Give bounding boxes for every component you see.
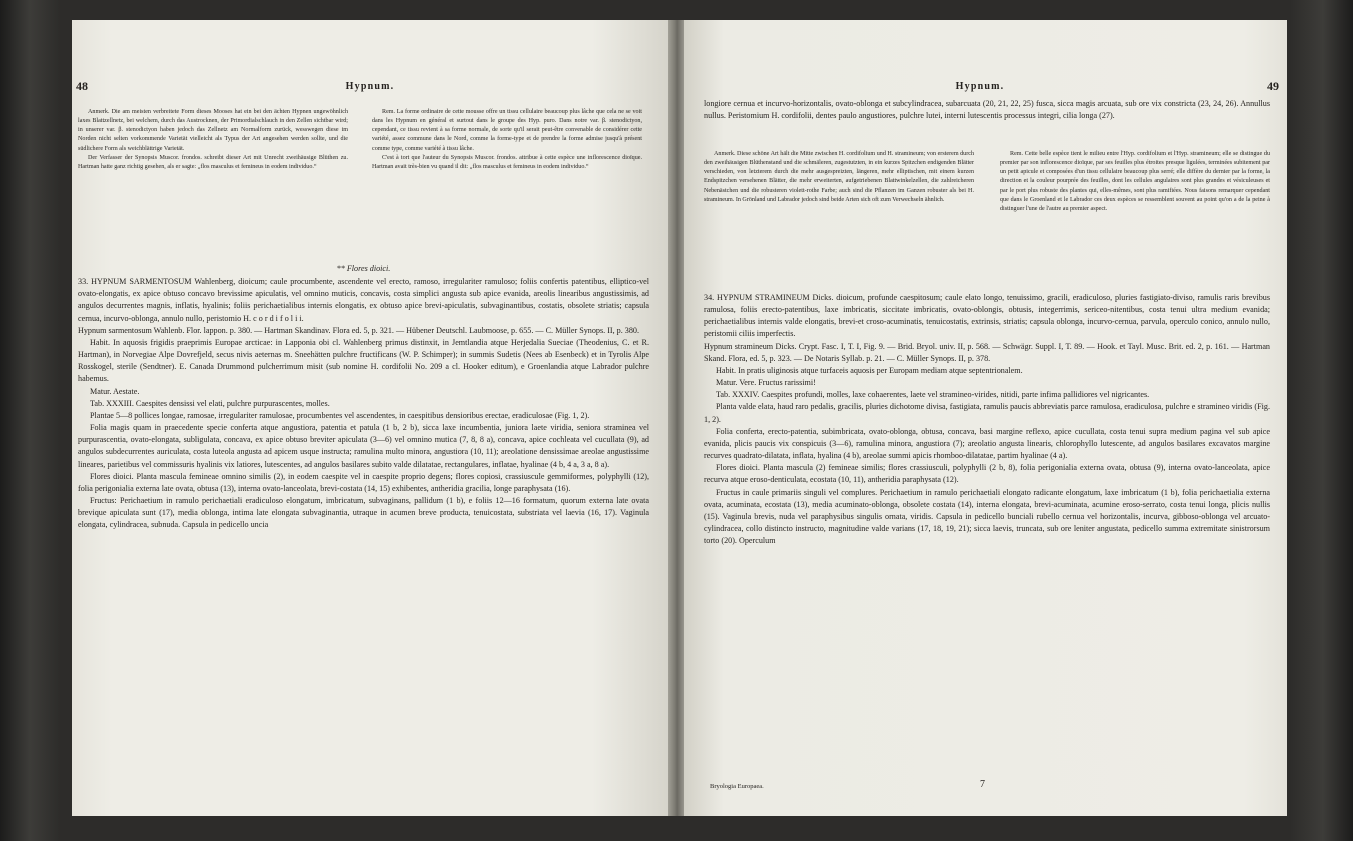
synonymy: Hypnum stramineum Dicks. Crypt. Fasc. I, T. I, Fig. 9. — Brid. Bryol. univ. II, p. 568. — Schwägr. Suppl. I, T. 89. — Hook. et Tayl. Musc. Brit. ed. 2, p. 161. — Hartman Skand. Flora, ed. 5, p. 323. — De Notaris Syllab. p. 21. — C. Müller Synops. II, p. 378. [704, 341, 1270, 363]
flowers-description: Flores dioici. Planta mascula femineae omnino similis (2), in eodem caespite vel in caespite proprio degens; flores copiosi, crassiuscule gemmiformes, polyphylli (12), folia perigonialia externa late ovata, obtusa (13), interna ovato-lanceolata, brevi-costata (14, 15) exhibentes, antheridia gracilia, longe paraphysata (16). [78, 471, 649, 493]
note-paragraph: Rem. La forme ordinaire de cette mousse offre un tissu cellulaire beaucoup plus lâche que cela ne se voit dans les Hypnum en général et surtout dans le groupe des Hyp. puro. Dans notre var. β. stenodictyon, cependant, ce tissu revient à sa forme normale, de sorte qu'il serait peut-être convenable de considérer cette variété, assez commune dans le Nord, comme la forme-type et de prendre la forme admise jusqu'à présent comme type, comme variété à tissu lâche. [372, 109, 642, 152]
synonymy: Hypnum sarmentosum Wahlenb. Flor. lappon. p. 380. — Hartman Skandinav. Flora ed. 5, p. 321. — Hübener Deutschl. Laubmoose, p. 655. — C. Müller Synops. II, p. 380. [78, 325, 640, 335]
plate-description: Tab. XXXIV. Caespites profundi, molles, laxe cohaerentes, laete vel stramineo-virides, nitidi, parte infima pallidiores vel nigricantes. [716, 390, 1150, 400]
maturity: Matur. Vere. Fructus rarissimi! [716, 378, 816, 388]
right-page-number: 49 [1267, 79, 1279, 93]
flowers-description: Flores dioici. Planta mascula (2) femineae similis; flores crassiusculi, polyphylli (2 b, 8), folia perigonialia externa ovata, obtusa (9), interna ovato-lanceolata, apice recurva atque eroso-denticulata, ecostata (10, 11), antheridia paraphysata (12). [704, 463, 1270, 485]
left-running-head: Hypnum. [345, 81, 395, 92]
plate-description: Tab. XXXIII. Caespites densissi vel elati, pulchre purpurascentes, molles. [90, 398, 330, 408]
left-german-note [78, 108, 348, 172]
habitat: Habit. In aquosis frigidis praeprimis Europae arcticae: in Lapponia obi cl. Wahlenberg primus distinxit, in Jemtlandia atque Herjedalia Sueciae (Theodenius, C. et R. Hartman), in Norvegiae Alpe Dovrefjeld, secus nivis aeternas m. Sneehätten pulchre fructificans (W. P. Schimper); in summis Sudetis (Nees ab Esenbeck) et in Tyrolis Alpe Rosskogel, sterile (Sendtner). E. Canada Drummond pulcherrimum misit (sub nomine H. cordifolii No. 209 a cl. Hooker editum), e Groenlandia atque Labrador pulchre habemus. [78, 337, 649, 384]
note-paragraph: Rem. Cette belle espèce tient le milieu entre l'Hyp. cordifolium et l'Hyp. stramineum; elle se distingue du premier par son inflorescence dioïque, par ses feuilles plus étroites presque ligulées, terminées subitement par un petit apicule et composées d'un tissu cellulaire beaucoup plus serré; elle diffère du dernier par la forme, la direction et la couleur pourprée des feuilles, dont les cellules angulaires sont plus grandes et vésiculeuses et par le port plus robuste des plantes qui, elles-mêmes, sont plus ramifiées. Nous faisons remarquer cependant que dans le Groenland et le Labrador ces deux espèces se ressemblent souvent au point qu'on a de la peine à distinguer l'une de l'autre au premier aspect. [1000, 151, 1270, 212]
fruit-description: Fructus: Perichaetium in ramulo perichaetiali eradiculoso elongatum, imbricatum, subvaginans, pallidum (1 b), e foliis 12—16 formatum, quorum externa late ovata brevique apiculata sunt (17), media oblonga, intima late elongata subvaginantia, utraque in acumen breve producta, tenuicostata, substriata vel laevia (16, 17). Vaginula elongata, cylindracea, subnuda. Capsula in pedicello uncia [78, 495, 649, 530]
fruit-description: Fructus in caule primariis singuli vel complures. Perichaetium in ramulo perichaetiali elongato radicante elongatum, laxe imbricatum (1 b), folia perichaetialia externa ovata, acuminata, ecostata (13), media acuminato-oblonga, obsolete costata (14), interna elongata, brevi-acuminata, acumine eroso-serrato, costa tenui longa, plicis nullis (15). Vaginula brevis, nuda vel paraphysibus singulis ornata, viridis. Capsula in pedicello bunciali rubello cernua vel horizontalis, incurva, gibboso-oblonga vel arcuato-cylindracea, collo distincto instructo, magnitudine valde varians (17, 18, 19, 21); sicca laevis, truncata, sub ore leniter angustata, pedicello summa extremitate sinistrorsum torto (20). Operculum [704, 487, 1270, 546]
right-intro-text [704, 98, 1270, 122]
left-page-number: 48 [76, 79, 88, 93]
species-diagnosis: 34. HYPNUM STRAMINEUM Dicks. dioicum, profunde caespitosum; caule elato longo, tenuissimo, gracili, eradiculoso, pluries fastigiato-diviso, ramulis raris brevibus ramulosa, foliis erecto-patentibus, laxe imbricatis, siccitate imbricatis, ovato-oblongis, obtusis, integerrimis, sericeo-nitentibus, costa tenui ultra medium evanida; perichaetialibus internis valde elongatis, brevi-et croso-acuminatis, tenuicostatis, extrinsis, striatis; capsula oblonga, incurvo-cernua, parvula, operculo conico, annulo nullo, peristomii ciliis imperfectis. [704, 293, 1270, 339]
left-main-text [78, 263, 649, 531]
printer-signature: Bryologia Europaea. [710, 783, 764, 790]
note-paragraph: Anmerk. Diese schöne Art hält die Mitte zwischen H. cordifolium und H. stramineum; von ersterem durch den zweihäusigen Blüthenstand und die schmäleren, zugestutzten, in ein kurzes Spitzchen endigenden Blätter verschieden, von letzterem durch die mehr ausgespreizten, längeren, mehr elliptischen, mit einem kurzen Endspitzchen versehenen Blätter, die mehr erweiterten, aufgetriebenen Blattwinkelzellen, die zahlreicheren Nebenästchen und die robusteren violett-rothe Farbe; auch sind die Pflanzen im Ganzen robuster als bei H. stramineum. In Grönland und Labrador jedoch sind beide Arten sich oft zum Verwechseln ähnlich. [704, 151, 974, 203]
note-paragraph: C'est à tort que l'auteur du Synopsis Muscor. frondos. attribue à cette espèce une inflorescence dioïque. Hartman avait très-bien vu quand il dit: „flos masculus et femineus in eodem individuo.“ [372, 154, 642, 170]
leaves-description: Folia conferta, erecto-patentia, subimbricata, ovato-oblonga, obtusa, concava, basi margine reflexo, apice cucullata, costa tenui supra medium pagina vel sub apice evanida, plicis paucis vix conspicuis (3—6), ramulina minora, angustiora (7); areolatio angusta linearis, chlorophyllo lutescente, ad angulos basilares excavatos margine recurves quadrato-dilatata, inflata, hyalina (4 b), areolae summi apicis rhomboo-dilatatae, partim hyalinae (4 a). [704, 426, 1270, 461]
habitat: Habit. In pratis uliginosis atque turfaceis aquosis per Europam mediam atque septentrionalem. [716, 365, 1023, 375]
left-french-note [372, 108, 642, 172]
capsule-description: longiore cernua et incurvo-horizontalis, ovato-oblonga et subcylindracea, subarcuata (20, 21, 22, 25) fusca, sicca magis arcuata, sub ore vix constricta (23, 24, 26). Annullus nullus. Peristomium H. cordifolii, dentes paulo angustiores, pulchre lutei, interni lutescentis processus integri, cilia longa (27). [704, 99, 1270, 121]
section-heading: ** Flores dioici. [336, 264, 391, 273]
right-german-note [704, 150, 974, 205]
gathering-mark: 7 [980, 779, 985, 790]
right-page [684, 20, 1287, 816]
note-paragraph: Der Verfasser der Synopsis Muscor. frondos. schreibt dieser Art mit Unrecht zweihäusige Blüthen zu. Hartman hatte ganz richtig gesehen, als er sagte: „flos masculus et femineus in eodem individuo.“ [78, 154, 348, 170]
maturity: Matur. Aestate. [90, 386, 140, 396]
note-paragraph: Anmerk. Die am meisten verbreitete Form dieses Mooses hat ein bei den ächten Hypnen ungewöhnlich laxes Blattzellnetz, bei welchem, durch das Austrocknen, der Primordialschlauch in den Zellen sichtbar wird; in unserer var. β. stenodictyon haben jedoch das Zellnetz am Normalform zurück, wesswegen diese im Norden nicht selten vorkommende Varietät vielleicht als Typus der Art angesehen werden sollte, und die südlichere Form als weichblättrige Varietät. [78, 109, 348, 152]
leaves-description: Folia magis quam in praecedente specie conferta atque angustiora, patentia et patula (1 b, 2 b), sicca laxe incumbentia, juniora laete viridia, seniora straminea vel purpurascentia, ovato-elongata, subligulata, concava, ex apice obtuso breviter apiculata (3—6) vel omnino mutica (7, 8, 8 a), concava, apice cochleata vel cucullata (9), ad angulos subdecurrentes auriculata, costa luteola angusta ad apicem usque instructa; ramulina multo minora, angustiora (10, 11); areolatione densissimae areolae angustissime lineares, parietibus vel commissuris hyalinis vix latiores, lutescentes, ad angulos basilares subito valde dilatatae, rectangulares, inflatae, hyalinae (4 b, 4 a, 3 a, 8 a). [78, 423, 649, 469]
right-french-note [1000, 150, 1270, 214]
species-diagnosis: 33. HYPNUM SARMENTOSUM Wahlenberg, dioicum; caule procumbente, ascendente vel erecto, ramoso, irregulariter ramuloso; foliis confertis patentibus, elliptico-vel ovato-elongatis, ex apice obtuso concavo brevissime apiculatis, vel omnino muticis, concavis, costa simplici angusta sub apice evanida, areolis linearibus angustissimis, ad angulos decurrentes magnis, inflatis, hyalinis; foliis perichaetialibus internis elongatis, ex obtuso apice brevi-apiculatis, subvaginantibus, costatis, obsolete striatis; capsula cernua, incurvo-oblonga, annulo nullo, peristomio H. c o r d i f o l i i. [78, 277, 649, 323]
right-running-head: Hypnum. [955, 81, 1005, 92]
left-page [72, 20, 668, 816]
right-main-text [704, 292, 1270, 547]
plant-description: Planta valde elata, haud raro pedalis, gracilis, pluries dichotome divisa, fastigiata, ramulis paucis abbreviatis parce ramulosa, eradiculosa, pulchre e stramineo viridis (Fig. 1, 2). [704, 402, 1270, 424]
plants-description: Plantae 5—8 pollices longae, ramosae, irregulariter ramulosae, procumbentes vel ascendentes, in caespitibus densioribus erectae, eradiculosae (Fig. 1, 2). [90, 410, 590, 420]
